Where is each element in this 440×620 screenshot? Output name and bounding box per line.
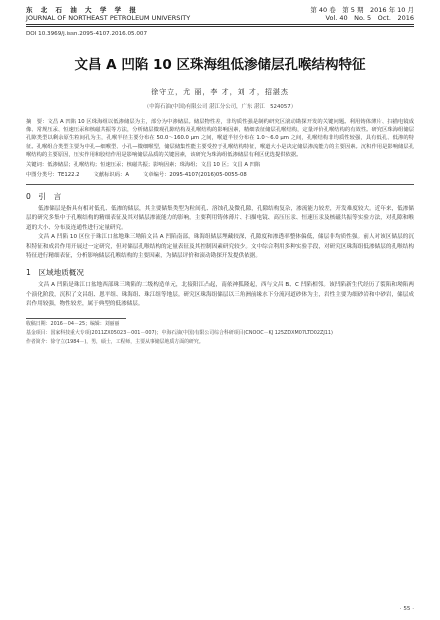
footnote-rule xyxy=(26,318,126,319)
journal-name-en: JOURNAL OF NORTHEAST PETROLEUM UNIVERSITY xyxy=(26,14,191,22)
doi: DOI 10.3969/j.issn.2095-4107.2016.05.007 xyxy=(26,31,148,37)
footnote-received: 收稿日期：2016－04－25；编辑：刘丽丽 xyxy=(26,320,120,327)
keywords: 关键词：低渗储层；孔喉结构；恒速压汞；核磁共振；影响因素；珠海组；文昌 10 区；文昌 A 凹陷 xyxy=(26,162,261,169)
document-code: 文献标识码：A xyxy=(93,172,129,179)
body-paragraph: 文昌 A 凹陷是珠江口盆地西部珠三坳陷的二级构造单元，北接阳江凸起，南依神狐隆起，西与文昌 B、C 凹陷相邻。该凹陷新生代经历了裂陷和坳陷两个演化阶段，沉积了文昌组、恩平组、珠海组、珠江组等地层。研究区珠海组储层以三角洲前缘水下分流河道砂体为主，岩性主要为细砂岩和中砂岩，储层成岩作用较强，物性较差，属于典型的低渗储层。 xyxy=(26,282,414,308)
abstract-divider xyxy=(26,184,414,185)
footnote-funding: 基金项目：国家科技重大专项(2011ZX05023－001－007)；中海石油(中国)有限公司综合科研项目(CNOOC－KJ 125ZDXM07LTD02ZJ11) xyxy=(26,329,333,336)
article-number: 文章编号：2095-4107(2016)05-0055-08 xyxy=(142,172,247,179)
authors: 徐守立，尤 丽，李 才，刘 才，招湛杰 xyxy=(151,88,289,96)
section-heading: 0 引 言 xyxy=(26,192,62,202)
page-number: · 55 · xyxy=(399,606,414,612)
clc-number: 中图分类号：TE122.2 xyxy=(26,172,80,179)
body-paragraph: 低渗储层是指具有相对低孔、低渗的储层，其主要储集类型为粒间孔、溶蚀孔及微孔隙，孔隙结构复杂，渗流能力较差，开发难度较大。近年来，低渗储层的研究多集中于孔喉结构的精细表征及其对储层渗流能力的影响，主要利用铸体薄片、扫描电镜、高压压汞、恒速压汞及核磁共振等实验方法，对孔隙和喉道的大小、分布及连通性进行定量研究。 xyxy=(26,206,414,231)
header-rule xyxy=(26,24,414,27)
journal-name-cn: 东 北 石 油 大 学 学 报 xyxy=(26,6,139,14)
affiliation: （中海石油(中国)有限公司 湛江分公司，广东 湛江 524057） xyxy=(143,104,297,110)
paper-title: 文昌 A 凹陷 10 区珠海组低渗储层孔喉结构特征 xyxy=(74,57,366,73)
abstract: 摘 要：文昌 A 凹陷 10 区珠海组以低渗储层为主，部分为中渗储层。储层物性差，非均质性强是制约研究区滚动勘探开发的关键问题。利用铸体薄片、扫描电镜成像、常规压汞、恒速压汞和核磁共振等方法，分析储层微观孔隙结构及孔喉结构的影响因素，精细表征储层孔喉结构，定量评价孔喉结构的有效性。研究区珠海组储层孔隙类型以剩余原生粒间孔为主，孔喉半径主要分布在 50.0～160.0 μm 之间，喉道半径分布在 1.0～6.0 μm 之间，孔喉结构非均质性较强，具有低孔、低渗的特征。孔喉组合类型主要为中孔—细喉型、小孔—微细喉型，储层储集性能主要受控于孔喉结构特征，喉道大小是决定储层渗流能力的主要因素。沉积作用是影响储层孔喉结构的主要原因，压实作用和胶结作用是影响储层品质的关键因素，该研究为珠海组低渗储层有利区优选提供依据。 xyxy=(26,119,414,158)
issue-info-cn: 第 40 卷 第 5 期 2016 年 10 月 xyxy=(310,6,414,14)
running-header xyxy=(26,6,414,22)
body-paragraph: 文昌 A 凹陷 10 区位于珠江口盆地珠三坳陷文昌 A 凹陷南部，珠海组储层埋藏较深，孔隙度和渗透率整体偏低，储层非均质性强。前人对该区储层的沉积特征和成岩作用开展过一定研究，但对储层孔喉结构的定量表征及其控制因素研究较少。文中综合利用多种实验手段，对研究区珠海组低渗储层的孔喉结构特征进行精细表征，分析影响储层孔喉结构的主要因素，为储层评价和滚动勘探开发提供依据。 xyxy=(26,234,414,260)
section-heading: 1 区域地质概况 xyxy=(26,268,84,278)
issue-info-en: Vol. 40 No. 5 Oct. 2016 xyxy=(325,14,414,22)
footnote-author: 作者简介：徐守立(1984－)，男，硕士，工程师，主要从事储层地质方面的研究。 xyxy=(26,339,204,346)
classification-line xyxy=(26,171,414,179)
